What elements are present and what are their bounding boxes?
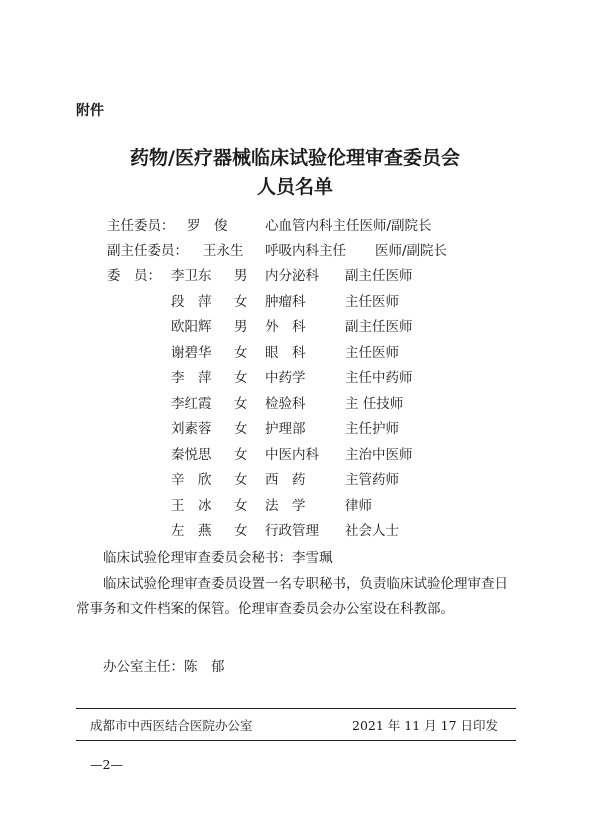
member-title: 主任护师 — [345, 421, 399, 437]
member-dept: 中医内科 — [265, 446, 319, 463]
attachment-label: 附件 — [76, 103, 104, 119]
member-dept: 外 科 — [265, 319, 306, 335]
member-name: 李卫东 — [171, 268, 212, 284]
member-name: 李 萍 — [171, 370, 212, 386]
member-gender: 女 — [234, 421, 248, 437]
leader-row-vice-chair — [0, 241, 590, 261]
leader-name: 罗 俊 — [187, 218, 228, 234]
member-row — [0, 445, 590, 465]
members-label: 委 员： — [107, 268, 161, 284]
member-dept: 法 学 — [265, 497, 306, 514]
member-dept: 行政管理 — [265, 523, 319, 539]
member-title: 主 任技师 — [345, 395, 404, 412]
document-title-line1: 药物/医疗器械临床试验伦理审查委员会 — [130, 147, 460, 169]
member-gender: 女 — [234, 370, 248, 386]
secretary-line: 临床试验伦理审查委员会秘书：李雪珮 — [103, 550, 333, 566]
member-title: 主任医师 — [345, 344, 399, 361]
member-name: 辛 欣 — [171, 472, 212, 488]
leader-dept: 呼吸内科主任 — [265, 243, 346, 259]
member-row — [0, 496, 590, 516]
office-director-line: 办公室主任：陈 郁 — [103, 659, 225, 675]
member-title: 律师 — [345, 497, 372, 514]
member-row — [0, 368, 590, 388]
leader-dept: 心血管内科主任医师/副院长 — [265, 218, 432, 234]
member-title: 主治中医师 — [345, 446, 413, 463]
member-row — [0, 266, 590, 286]
member-title: 副主任医师 — [345, 319, 413, 335]
leader-row-chair — [0, 216, 590, 236]
member-gender: 男 — [234, 319, 248, 335]
member-gender: 女 — [234, 472, 248, 488]
member-gender: 男 — [234, 268, 248, 284]
member-title: 副主任医师 — [345, 268, 413, 284]
member-gender: 女 — [234, 293, 248, 310]
member-name: 李红霞 — [171, 395, 212, 412]
member-dept: 肿瘤科 — [265, 293, 306, 310]
member-gender: 女 — [234, 344, 248, 361]
member-dept: 西 药 — [265, 472, 306, 488]
member-row — [0, 521, 590, 541]
member-name: 王 冰 — [171, 497, 212, 514]
member-dept: 中药学 — [265, 370, 306, 386]
footer-top-rule — [76, 708, 516, 709]
member-name: 左 燕 — [171, 523, 212, 539]
member-dept: 检验科 — [265, 395, 306, 412]
member-row — [0, 292, 590, 312]
member-title: 社会人士 — [345, 523, 399, 539]
member-dept: 眼 科 — [265, 344, 306, 361]
member-row — [0, 317, 590, 337]
member-gender: 女 — [234, 523, 248, 539]
member-dept: 护理部 — [265, 421, 306, 437]
member-row — [0, 343, 590, 363]
member-gender: 女 — [234, 395, 248, 412]
member-name: 欧阳辉 — [171, 319, 212, 335]
member-dept: 内分泌科 — [265, 268, 319, 284]
leader-role: 副主任委员： — [107, 243, 188, 259]
member-row — [0, 470, 590, 490]
member-name: 段 萍 — [171, 293, 212, 310]
footer-organization: 成都市中西医结合医院办公室 — [90, 718, 253, 733]
member-row — [0, 419, 590, 439]
member-gender: 女 — [234, 497, 248, 514]
document-title-line2: 人员名单 — [256, 176, 333, 198]
footer-bottom-rule — [76, 740, 516, 741]
member-name: 秦悦思 — [171, 446, 212, 463]
member-gender: 女 — [234, 446, 248, 463]
member-row — [0, 394, 590, 414]
leader-name: 王永生 — [203, 243, 244, 259]
description-paragraph: 临床试验伦理审查委员设置一名专职秘书，负责临床试验伦理审查日常事务和文件档案的保管。伦理审查委员会办公室设在科教部。 — [76, 576, 508, 617]
page-number: —2— — [90, 757, 123, 772]
footer-date: 2021 年 11 月 17 日印发 — [352, 718, 498, 733]
member-title: 主任中药师 — [345, 370, 413, 386]
member-name: 谢碧华 — [171, 344, 212, 361]
member-title: 主管药师 — [345, 472, 399, 488]
leader-role: 主任委员： — [107, 218, 175, 234]
leader-title: 医师/副院长 — [375, 243, 448, 259]
member-title: 主任医师 — [345, 293, 399, 310]
member-name: 刘素蓉 — [171, 421, 212, 437]
